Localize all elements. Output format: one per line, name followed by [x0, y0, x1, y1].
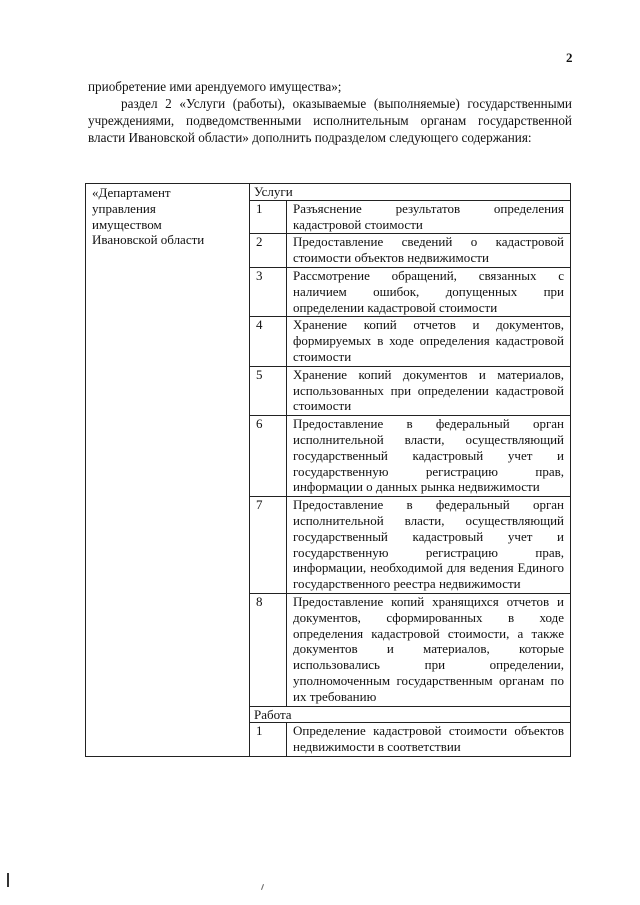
row-number: 8	[250, 593, 287, 706]
intro-line: приобретение ими арендуемого имущества»;	[88, 79, 342, 94]
intro-text	[88, 78, 572, 146]
department-cell	[86, 184, 250, 757]
row-text: Предоставление сведений о кадастровой стоимости объектов недвижимости	[287, 234, 571, 268]
row-text: Хранение копий документов и материалов, использованных при определении кадастровой стоимости	[287, 366, 571, 415]
row-number: 4	[250, 317, 287, 366]
row-text: Рассмотрение обращений, связанных с наличием ошибок, допущенных при определении кадастровой стоимости	[287, 267, 571, 316]
row-number: 1	[250, 723, 287, 757]
row-number: 7	[250, 497, 287, 594]
row-text: Определение кадастровой стоимости объектов недвижимости в соответствии	[287, 723, 571, 757]
row-text: Предоставление в федеральный орган исполнительной власти, осуществляющий государственный кадастровый учет и государственную регистрацию прав, информации о данных рынка недвижимости	[287, 416, 571, 497]
scan-margin-mark	[7, 873, 9, 887]
page-number: 2	[566, 50, 573, 65]
row-number: 2	[250, 234, 287, 268]
row-number: 3	[250, 267, 287, 316]
intro-paragraph: раздел 2 «Услуги (работы), оказываемые (выполняемые) государственными учреждениями, подведомственными исполнительным органам государственной власти Ивановской области» дополнить подразделом следующего содержания:	[88, 96, 572, 145]
department-line: «Департамент	[92, 185, 171, 200]
works-header: Работа	[250, 706, 571, 723]
department-line: Ивановской области	[92, 232, 205, 248]
department-line: управления	[92, 200, 156, 216]
services-header: Услуги	[250, 184, 571, 201]
services-table	[85, 183, 571, 757]
row-text: Предоставление копий хранящихся отчетов и документов, сформированных в ходе определения кадастровой стоимости, а также документов и материалов, которые использовались при определении, уполномоченным государственным органам по их требованию	[287, 593, 571, 706]
row-number: 5	[250, 366, 287, 415]
scan-stray-mark	[261, 884, 264, 890]
row-text: Предоставление в федеральный орган исполнительной власти, осуществляющий государственный кадастровый учет и государственную регистрацию прав, информации, необходимой для ведения Единого государственного реестра недвижимости	[287, 497, 571, 594]
row-number: 6	[250, 416, 287, 497]
row-number: 1	[250, 200, 287, 234]
row-text: Разъяснение результатов определения кадастровой стоимости	[287, 200, 571, 234]
row-text: Хранение копий отчетов и документов, формируемых в ходе определения кадастровой стоимости	[287, 317, 571, 366]
department-line: имуществом	[92, 216, 162, 232]
